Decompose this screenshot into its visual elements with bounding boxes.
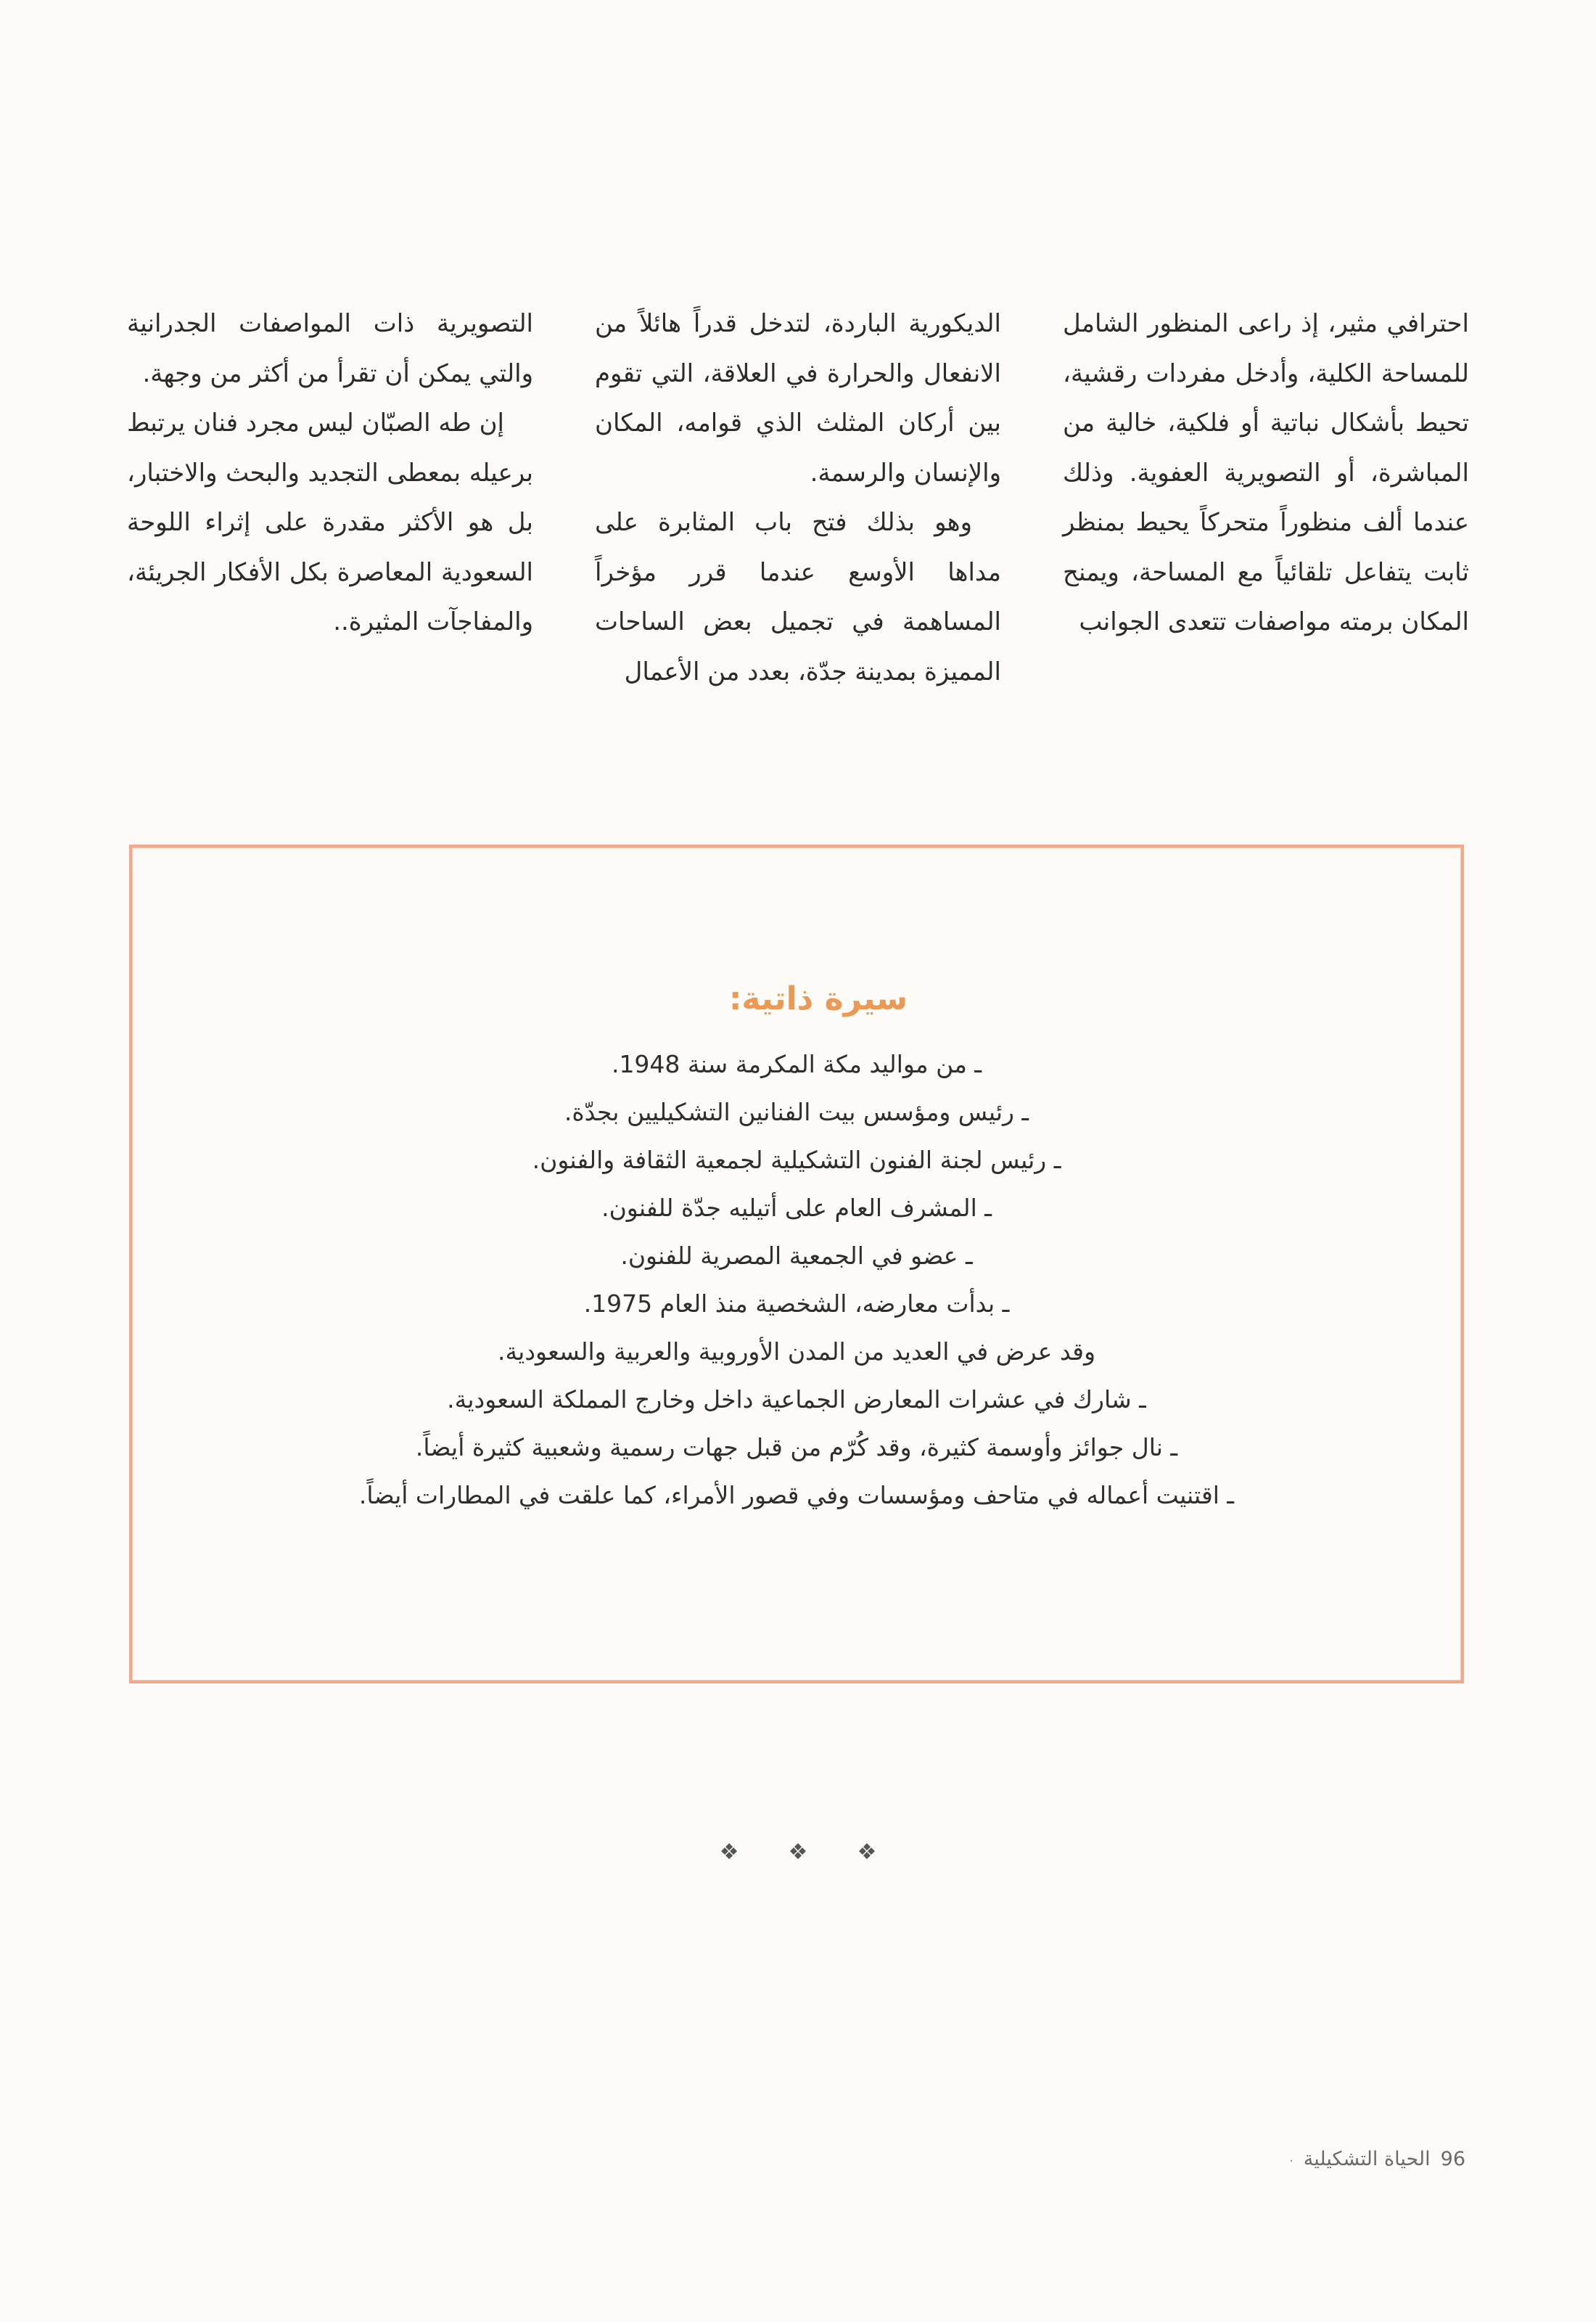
article-column-2 xyxy=(595,299,1001,742)
biography-item: ـ من مواليد مكة المكرمة سنة 1948. xyxy=(611,1050,982,1078)
biography-item: ـ المشرف العام على أتيليه جدّة للفنون. xyxy=(601,1194,992,1222)
page-footer xyxy=(1289,2148,1465,2170)
column-3-paragraph-1: التصويرية ذات المواصفات الجدرانية والتي يمكن أن تقرأ من أكثر من وجهة. xyxy=(127,309,533,388)
article-column-3 xyxy=(127,299,533,742)
article-column-1 xyxy=(1063,299,1469,742)
biography-item: ـ اقتنيت أعماله في متاحف ومؤسسات وفي قصور الأمراء، كما علقت في المطارات أيضاً. xyxy=(358,1481,1235,1509)
biography-item: ـ شارك في عشرات المعارض الجماعية داخل وخارج المملكة السعودية. xyxy=(447,1385,1146,1414)
biography-title: سيرة ذاتية: xyxy=(728,980,908,1017)
biography-item: ـ رئيس ومؤسس بيت الفنانين التشكيليين بجدّة. xyxy=(564,1098,1029,1126)
diamond-ornament-icon: ❖ xyxy=(788,1839,808,1865)
column-2-paragraph-2: وهو بذلك فتح باب المثابرة على مداها الأوسع عندما قرر مؤخراً المساهمة في تجميل بعض الساحات المميزة بمدينة جدّة، بعدد من الأعمال xyxy=(595,508,1001,686)
biography-item: ـ رئيس لجنة الفنون التشكيلية لجمعية الثقافة والفنون. xyxy=(532,1146,1061,1174)
magazine-name: الحياة التشكيلية xyxy=(1303,2148,1431,2170)
biography-item: ـ عضو في الجمعية المصرية للفنون. xyxy=(620,1242,973,1270)
page-number: 96 xyxy=(1440,2148,1465,2170)
section-end-ornament xyxy=(0,1839,1596,1865)
column-3-paragraph-2: إن طه الصبّان ليس مجرد فنان يرتبط برعيله بمعطى التجديد والبحث والاختبار، بل هو الأكثر مقدرة على إثراء اللوحة السعودية المعاصرة بكل الأفكار الجريئة، والمفاجآت المثيرة.. xyxy=(127,409,533,636)
biography-box xyxy=(129,845,1464,1683)
biography-item: وقد عرض في العديد من المدن الأوروبية والعربية والسعودية. xyxy=(497,1337,1096,1366)
article-columns xyxy=(127,299,1469,742)
footer-separator: · xyxy=(1289,2154,1293,2169)
diamond-ornament-icon: ❖ xyxy=(857,1839,877,1865)
column-1-paragraph-1: احترافي مثير، إذ راعى المنظور الشامل للمساحة الكلية، وأدخل مفردات رقشية، تحيط بأشكال نباتية أو فلكية، خالية من المباشرة، أو التصويرية العفوية. وذلك عندما ألف منظوراً متحركاً يحيط بمنظر ثابت يتفاعل تلقائياً مع المساحة، ويمنح المكان برمته مواصفات تتعدى الجوانب xyxy=(1063,309,1469,636)
column-2-paragraph-1: الديكورية الباردة، لتدخل قدراً هائلاً من الانفعال والحرارة في العلاقة، التي تقوم بين أركان المثلث الذي قوامه، المكان والإنسان والرسمة. xyxy=(595,309,1001,488)
biography-item: ـ نال جوائز وأوسمة كثيرة، وقد كُرّم من قبل جهات رسمية وشعبية كثيرة أيضاً. xyxy=(415,1433,1178,1461)
biography-item: ـ بدأت معارضه، الشخصية منذ العام 1975. xyxy=(583,1289,1010,1318)
diamond-ornament-icon: ❖ xyxy=(719,1839,739,1865)
biography-list xyxy=(132,1041,1461,1519)
